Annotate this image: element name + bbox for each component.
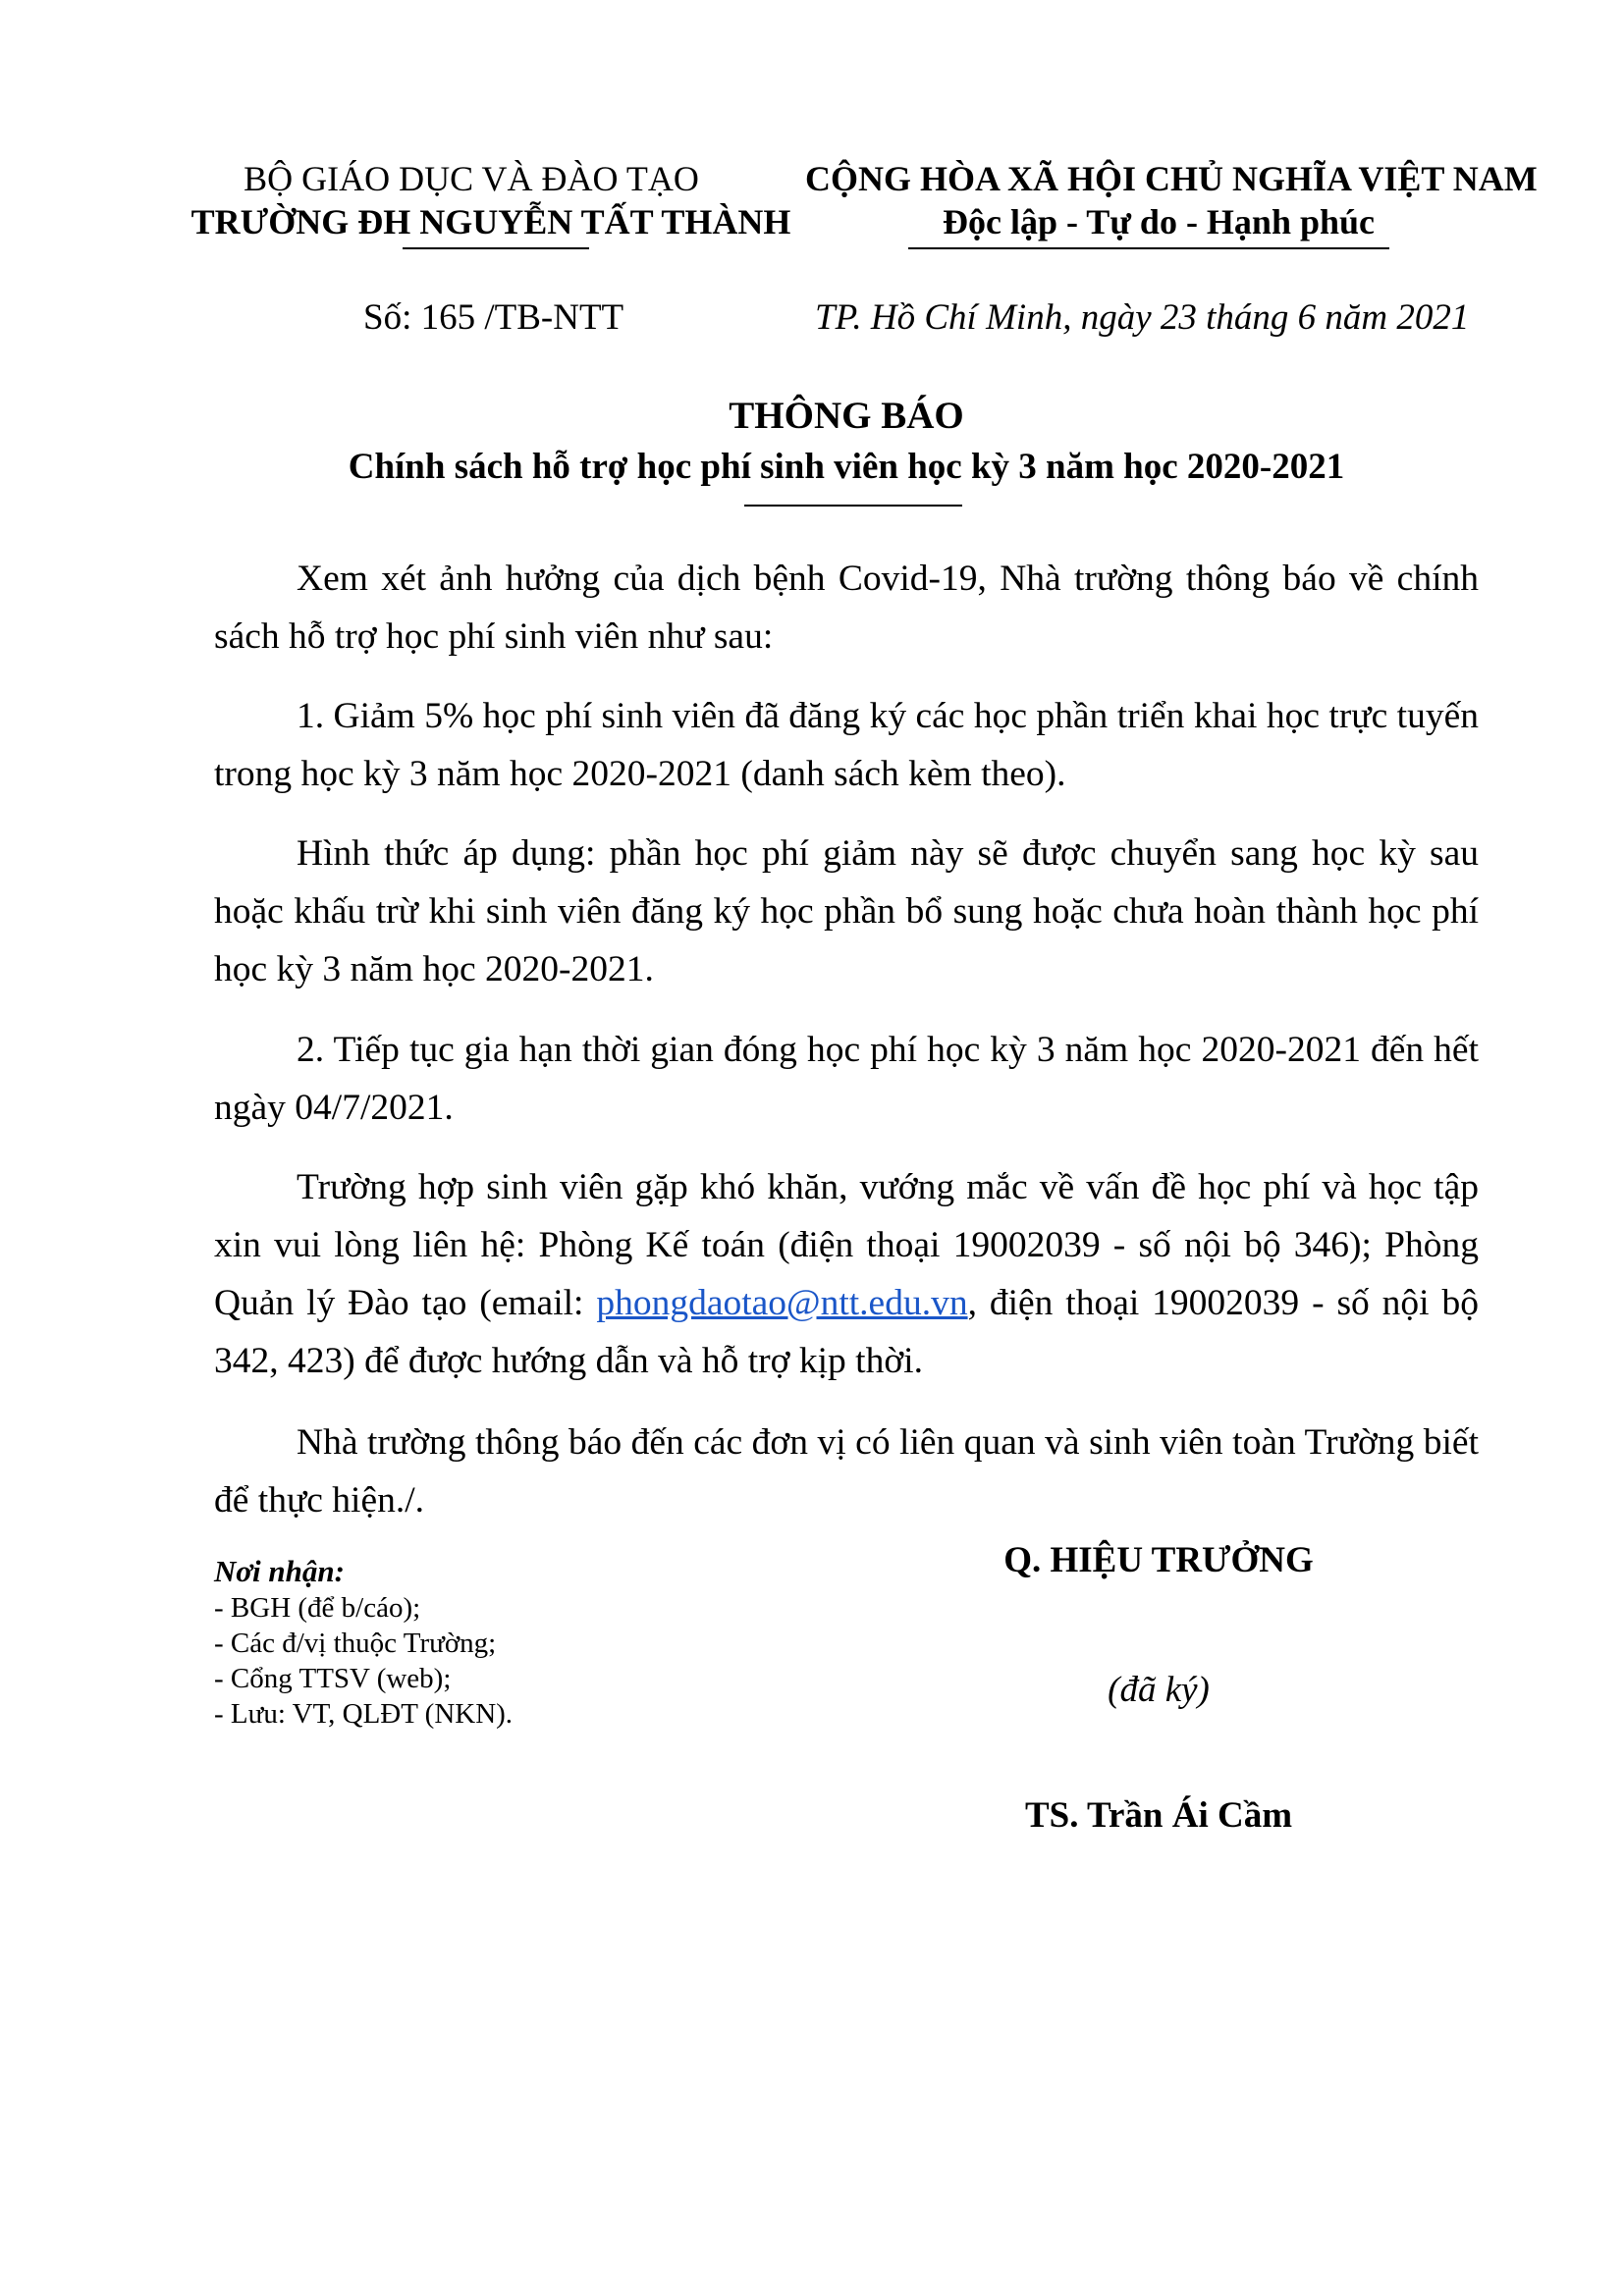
recipient-item: - Các đ/vị thuộc Trường; [214, 1628, 497, 1659]
motto-underline [908, 247, 1389, 249]
national-motto: Độc lập - Tự do - Hạnh phúc [942, 202, 1376, 241]
country-name: CỘNG HÒA XÃ HỘI CHỦ NGHĨA VIỆT NAM [805, 159, 1538, 198]
document-number: Số: 165 /TB-NTT [363, 297, 624, 338]
signer-name: TS. Trần Ái Cầm [1024, 1795, 1293, 1836]
recipients-block [214, 1553, 513, 1732]
document-title: THÔNG BÁO [729, 395, 964, 437]
paragraph-contact [214, 1158, 1479, 1390]
paragraph-application: Hình thức áp dụng: phần học phí giảm này sẽ được chuyển sang học kỳ sau hoặc khấu trừ khi sinh viên đăng ký học phần bổ sung hoặc chưa hoàn thành học phí học kỳ 3 năm học 2020-2021. [214, 833, 1479, 989]
signer-position: Q. HIỆU TRƯỞNG [1003, 1540, 1314, 1580]
school-name: TRƯỜNG ĐH NGUYỄN TẤT THÀNH [190, 202, 791, 241]
school-underline [403, 247, 589, 249]
paragraph-discount: 1. Giảm 5% học phí sinh viên đã đăng ký các học phần triển khai học trực tuyến trong học kỳ 3 năm học 2020-2021 (danh sách kèm theo). [214, 696, 1479, 794]
email-link[interactable]: phongdaotao@ntt.edu.vn [596, 1283, 968, 1323]
signed-note: (đã ký) [1108, 1670, 1210, 1710]
recipient-item: - BGH (để b/cáo); [214, 1592, 421, 1624]
paragraph-closing: Nhà trường thông báo đến các đơn vị có liên quan và sinh viên toàn Trường biết để thực hiện./. [214, 1422, 1479, 1521]
document-subtitle: Chính sách hỗ trợ học phí sinh viên học kỳ 3 năm học 2020-2021 [348, 447, 1345, 487]
ministry-name: BỘ GIÁO DỤC VÀ ĐÀO TẠO [244, 159, 699, 198]
recipient-item: - Lưu: VT, QLĐT (NKN). [214, 1698, 514, 1730]
subtitle-underline [744, 505, 962, 507]
paragraph-intro: Xem xét ảnh hưởng của dịch bệnh Covid-19, Nhà trường thông báo về chính sách hỗ trợ học phí sinh viên như sau: [214, 559, 1479, 657]
contact-text-after: , điện thoại 19002039 - số nội bộ 342, 423) để được hướng dẫn và hỗ trợ kịp thời. [214, 1283, 1479, 1381]
contact-text-before: Trường hợp sinh viên gặp khó khăn, vướng mắc về vấn đề học phí và học tập xin vui lòng liên hệ: Phòng Kế toán (điện thoại 19002039 - số nội bộ 346); Phòng Quản lý Đào tạo (email: [214, 1167, 1479, 1323]
recipient-item: - Cổng TTSV (web); [214, 1663, 452, 1694]
place-date: TP. Hồ Chí Minh, ngày 23 tháng 6 năm 2021 [815, 297, 1470, 338]
paragraph-extension: 2. Tiếp tục gia hạn thời gian đóng học phí học kỳ 3 năm học 2020-2021 đến hết ngày 04/7/2021. [214, 1030, 1479, 1128]
recipients-heading: Nơi nhận: [214, 1554, 345, 1588]
recipients-list [214, 1590, 513, 1732]
